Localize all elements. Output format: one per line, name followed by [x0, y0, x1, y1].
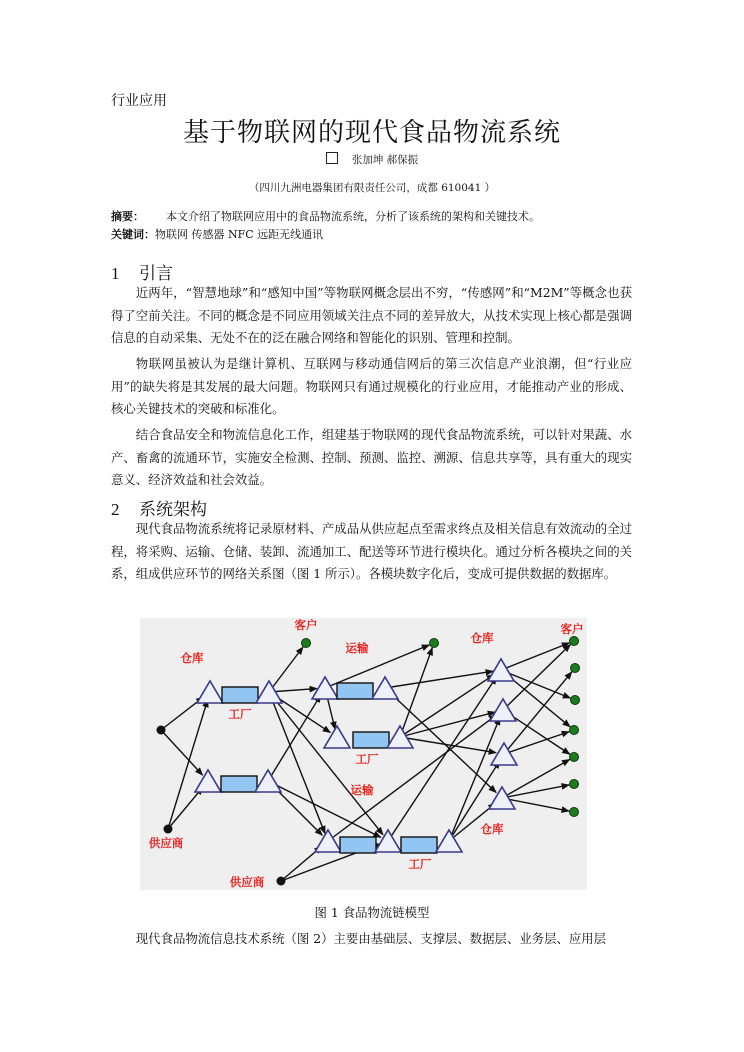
storage-triangle-node: [375, 830, 401, 852]
column-tag: 行业应用: [111, 93, 167, 109]
flow-edge-arrow: [325, 645, 429, 688]
section-heading-2: [111, 495, 207, 520]
diagram-label: 仓库: [180, 651, 204, 665]
customer-circle-node: [570, 726, 579, 735]
section-number: 1: [111, 264, 120, 283]
factory-rect-node: [401, 837, 437, 853]
storage-triangle-node: [255, 770, 281, 792]
storage-triangle-node: [491, 743, 517, 765]
storage-triangle-node: [387, 726, 413, 748]
factory-rect-node: [337, 683, 373, 699]
customer-circle-node: [570, 780, 579, 789]
customer-circle-node: [570, 637, 579, 646]
storage-triangle-node: [372, 677, 398, 699]
supplier-dot-node: [277, 877, 286, 886]
factory-rect-node: [353, 732, 389, 748]
abstract-text: 本文介绍了物联网应用中的食品物流系统，分析了该系统的架构和关键技术。: [166, 210, 540, 223]
paragraph: 近两年，“智慧地球”和“感知中国”等物联网概念层出不穷，“传感网”和“M2M”等概念也获得了空前关注。不同的概念是不同应用领域关注点不同的差异放大，从技术实现上核心都是强调信息的自动采集、无处不在的泛在融合网络和智能化的识别、管理和控制。: [111, 285, 632, 345]
diagram-label: 供应商: [148, 836, 184, 850]
factory-rect-node: [221, 776, 257, 792]
affiliation: （四川九洲电器集团有限责任公司，成都 610041 ）: [248, 182, 496, 194]
storage-triangle-node: [197, 681, 223, 703]
keywords-text: 物联网 传感器 NFC 远距无线通讯: [155, 228, 324, 241]
paragraph: 结合食品安全和物流信息化工作，组建基于物联网的现代食品物流系统，可以针对果蔬、水产、畜禽的流通环节，实施安全检测、控制、预测、监控、溯源、信息共享等，具有重大的现实意义、经济效益和社会效益。: [111, 427, 632, 487]
diagram-label: 仓库: [480, 822, 504, 836]
storage-triangle-node: [490, 699, 516, 721]
diagram-label: 客户: [294, 618, 318, 632]
flow-edge-arrow: [269, 692, 325, 834]
section-number: 2: [111, 500, 120, 519]
storage-triangle-node: [195, 770, 221, 792]
diagram-label: 运输: [350, 783, 374, 797]
supplier-dot-node: [157, 726, 166, 735]
flow-edge-arrow: [400, 648, 432, 737]
flow-edge-arrow: [501, 670, 570, 698]
customer-circle-node: [570, 808, 579, 817]
customer-circle-node: [570, 753, 579, 762]
authors-line: [0, 152, 744, 167]
flow-edge-arrow: [269, 647, 303, 692]
diagram-label: 工厂: [355, 752, 379, 766]
keywords-label: 关键词：: [111, 228, 155, 241]
diagram-label: 工厂: [228, 707, 252, 721]
flow-edge-arrow: [168, 700, 208, 829]
flow-edge-arrow: [269, 689, 317, 692]
factory-rect-node: [222, 687, 258, 703]
checkbox-square-icon: [326, 152, 338, 164]
logistics-network-diagram: [140, 618, 587, 890]
diagram-label: 供应商: [229, 875, 265, 889]
paragraph-continuation: 现代食品物流信息技术系统（图 2）主要由基础层、支撑层、数据层、业务层、应用层: [135, 931, 607, 946]
abstract: [111, 208, 641, 224]
abstract-label: 摘要：: [111, 210, 144, 223]
customer-circle-node: [571, 664, 580, 673]
section-title: 引言: [139, 264, 173, 284]
figure-caption: 图 1 食品物流链模型: [314, 905, 430, 920]
factory-rect-node: [340, 837, 376, 853]
authors: 张加坤 郝保振: [351, 154, 419, 166]
paragraph: 现代食品物流系统将记录原材料、产成品从供应起点至需求终点及相关信息有效流动的全过程，将采购、运输、仓储、装卸、流通加工、配送等环节进行模块化。通过分析各模块之间的关系，组成供应环节的网络关系图（图 1 所示）。各模块数字化后，变成可提供数据的数据库。: [111, 521, 632, 581]
customer-circle-node: [430, 639, 439, 648]
flow-edge-arrow: [168, 787, 203, 829]
section-heading-1: [111, 259, 173, 284]
storage-triangle-node: [324, 726, 350, 748]
storage-triangle-node: [488, 659, 514, 681]
diagram-label: 仓库: [470, 631, 494, 645]
storage-triangle-node: [315, 830, 341, 852]
keywords: [111, 226, 641, 242]
customer-circle-node: [302, 639, 311, 648]
paper-title: 基于物联网的现代食品物流系统: [182, 118, 561, 148]
customer-circle-node: [571, 696, 580, 705]
supplier-dot-node: [164, 825, 173, 834]
section-title: 系统架构: [139, 500, 207, 520]
figure-food-logistics-chain: [140, 618, 587, 890]
diagram-label: 客户: [560, 622, 584, 636]
paragraph: 物联网虽被认为是继计算机、互联网与移动通信网后的第三次信息产业浪潮，但“行业应用”的缺失将是其发展的最大问题。物联网只有通过规模化的行业应用，才能推动产业的形成、核心关键技术的突破和标准化。: [111, 356, 632, 416]
diagram-label: 运输: [345, 641, 369, 655]
diagram-label: 工厂: [408, 857, 432, 871]
